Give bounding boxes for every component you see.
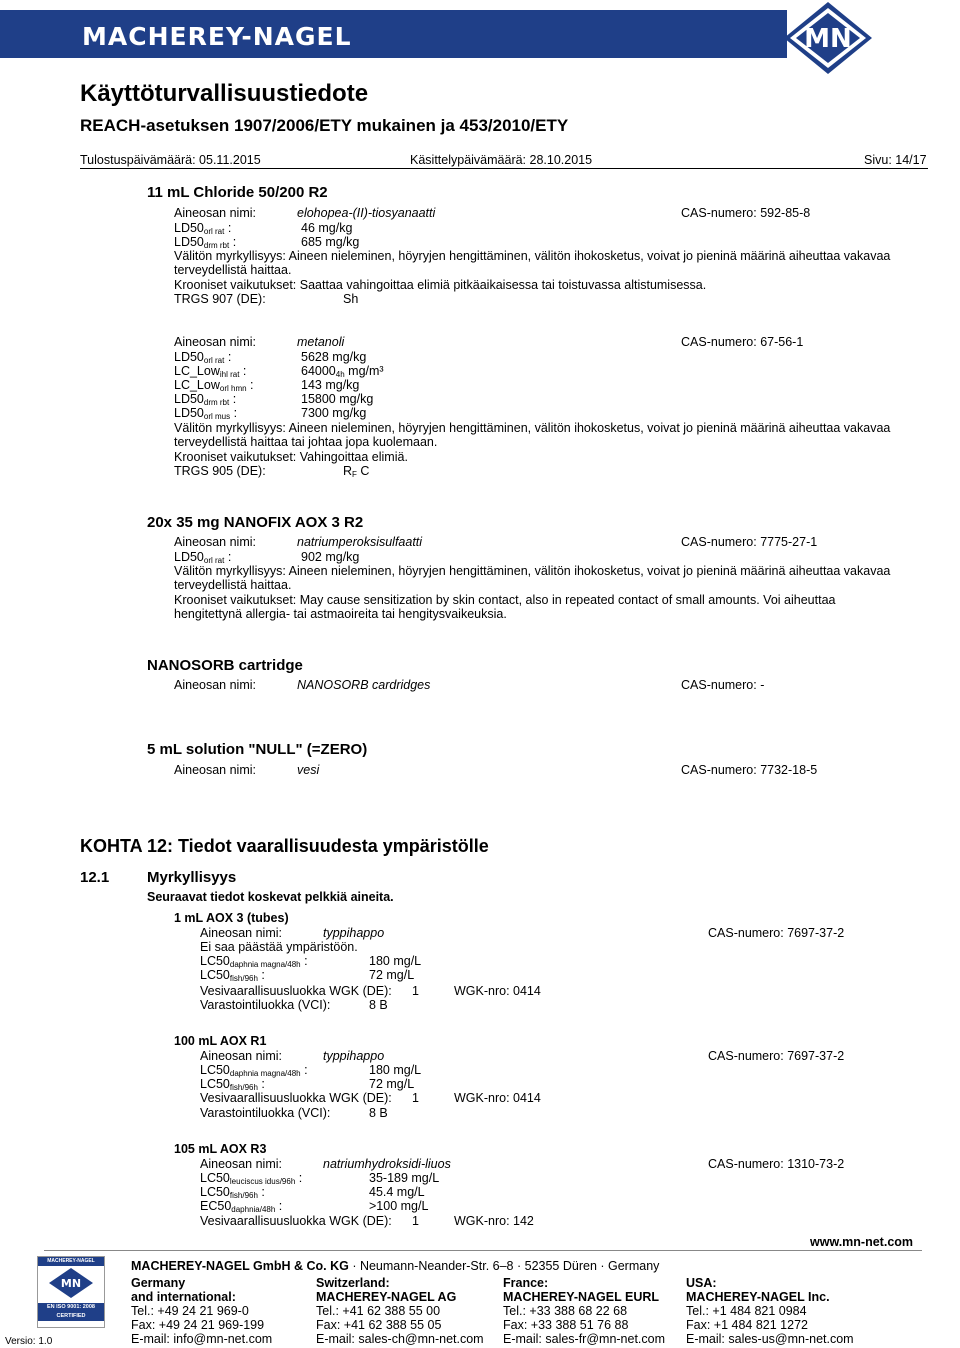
tox-value: 143 mg/kg [301,378,360,392]
tox-key: $LD50_{orl rat}$ : [174,221,232,236]
cas-number: CAS-numero: 7732-18-5 [681,763,818,777]
cas-number: CAS-numero: 7775-27-1 [681,535,818,549]
trgs-value: Sh [343,292,359,306]
processing-date: Käsittelypäivämäärä: 28.10.2015 [410,153,593,167]
tox-value: 46 mg/kg [301,221,353,235]
footer-ch-email[interactable]: E-mail: sales-ch@mn-net.com [316,1332,484,1346]
component-label: Aineosan nimi: [174,763,256,777]
component-name: natriumhydroksidi-liuos [323,1157,451,1171]
section-title: NANOSORB cartridge [147,657,303,674]
tox-value: 15800 mg/kg [301,392,374,406]
vci-label: Varastointiluokka (VCI): [200,998,331,1012]
chronic-effects-text: Krooniset vaikutukset: May cause sensitization by skin contact, also in repeated contact of small amounts. Voi aiheuttaa [174,593,836,607]
header-rule [80,168,928,169]
cas-number: CAS-numero: 67-56-1 [681,335,804,349]
logo-text: MN [804,24,852,54]
footer-us-heading: USA: [686,1276,717,1290]
eco-value: 180 mg/L [369,954,422,968]
eco-value: 180 mg/L [369,1063,422,1077]
version-label: Versio: 1.0 [5,1336,53,1347]
tox-value: 7300 mg/kg [301,406,367,420]
eco-value: 72 mg/L [369,1077,415,1091]
tox-value: 902 mg/kg [301,550,360,564]
product-title: 1 mL AOX 3 (tubes) [174,911,289,925]
chapter-heading: KOHTA 12: Tiedot vaarallisuudesta ympäristölle [80,836,489,856]
section-title: 5 mL solution "NULL" (=ZERO) [147,741,368,758]
note-text: Ei saa päästää ympäristöön. [200,940,358,954]
eco-key: $EC50_{daphnia/48h}$ : [200,1199,283,1214]
tox-key: $LD50_{drm rbt}$ : [174,392,237,407]
footer-de-fax: Fax: +49 24 21 969-199 [131,1318,265,1332]
print-date: Tulostuspäivämäärä: 05.11.2015 [80,153,261,167]
iso-certificate-badge [37,1256,105,1328]
tox-value: 685 mg/kg [301,235,360,249]
acute-toxicity-text: terveydellistä haittaa. [174,578,292,592]
tox-key: LC_Low$_{ihl rat}$ : [174,364,247,379]
website-link[interactable]: www.mn-net.com [810,1235,914,1249]
trgs-label: TRGS 905 (DE): [174,464,266,478]
document-title: Käyttöturvallisuustiedote [80,80,369,107]
footer-fr-subheading: MACHEREY-NAGEL EURL [503,1290,660,1304]
cas-number: CAS-numero: 592-85-8 [681,206,811,220]
note-text: Seuraavat tiedot koskevat pelkkiä aineita. [147,890,394,904]
wgk-value: 1 [412,1214,419,1228]
component-name: metanoli [297,335,345,349]
wgk-number: WGK-nro: 0414 [454,1091,541,1105]
eco-key: $LC50_{daphnia magna/48h}$ : [200,1063,308,1078]
tox-value: 5628 mg/kg [301,350,367,364]
eco-value: 45.4 mg/L [369,1185,425,1199]
badge-mn-text: MN [60,1277,82,1290]
wgk-label: Vesivaarallisuusluokka WGK (DE): [200,1214,392,1228]
tox-value: $64000_{4h}$ mg/m³ [301,364,384,379]
tox-key: $LD50_{orl mus}$ : [174,406,238,421]
eco-value: 72 mg/L [369,968,415,982]
component-label: Aineosan nimi: [200,1157,282,1171]
vci-value: 8 B [369,1106,388,1120]
tox-key: $LD50_{drm rbt}$ : [174,235,237,250]
mn-logo-icon [780,0,876,76]
eco-key: $LC50_{fish/96h}$ : [200,968,265,983]
footer-us-subheading: MACHEREY-NAGEL Inc. [686,1290,830,1304]
eco-value: 35-189 mg/L [369,1171,440,1185]
page-number: Sivu: 14/17 [864,153,927,167]
vci-label: Varastointiluokka (VCI): [200,1106,331,1120]
footer-ch-fax: Fax: +41 62 388 55 05 [316,1318,442,1332]
badge-iso-text: EN ISO 9001: 2008 [46,1304,95,1310]
footer-ch-subheading: MACHEREY-NAGEL AG [316,1290,457,1304]
component-name: NANOSORB cardridges [297,678,431,692]
component-label: Aineosan nimi: [174,335,256,349]
component-name: typpihappo [323,1049,385,1063]
chronic-effects-text: Krooniset vaikutukset: Vahingoittaa elimiä. [174,450,408,464]
cas-number: CAS-numero: 1310-73-2 [708,1157,845,1171]
tox-key: $LD50_{orl rat}$ : [174,350,232,365]
wgk-value: 1 [412,984,419,998]
component-name: natriumperoksisulfaatti [297,535,423,549]
vci-value: 8 B [369,998,388,1012]
eco-key: $LC50_{leuciscus idus/96h}$ : [200,1171,303,1186]
brand-name: MACHEREY-NAGEL [82,22,352,51]
acute-toxicity-text: Välitön myrkyllisyys: Aineen nieleminen, höyryjen hengittäminen, välitön ihokosketus, voivat jo pieninä määrinä aiheuttaa vakavaa [174,249,891,263]
acute-toxicity-text: terveydellistä haittaa tai johtaa jopa kuolemaan. [174,435,438,449]
cas-number: CAS-numero: 7697-37-2 [708,926,845,940]
footer-de-email[interactable]: E-mail: info@mn-net.com [131,1332,273,1346]
cas-number: CAS-numero: - [681,678,765,692]
component-label: Aineosan nimi: [174,535,256,549]
footer-ch-heading: Switzerland: [316,1276,390,1290]
component-label: Aineosan nimi: [200,926,282,940]
footer-us-tel: Tel.: +1 484 821 0984 [686,1304,807,1318]
wgk-label: Vesivaarallisuusluokka WGK (DE): [200,984,392,998]
acute-toxicity-text: terveydellistä haittaa. [174,263,292,277]
footer-fr-fax: Fax: +33 388 51 76 88 [503,1318,629,1332]
badge-cert-text: CERTIFIED [56,1313,86,1319]
component-name: elohopea-(II)-tiosyanaatti [297,206,436,220]
footer-ch-tel: Tel.: +41 62 388 55 00 [316,1304,441,1318]
badge-title: MACHEREY-NAGEL [38,1257,104,1266]
eco-key: $LC50_{fish/96h}$ : [200,1185,265,1200]
chronic-effects-text: Krooniset vaikutukset: Saattaa vahingoittaa elimiä pitkäaikaisessa tai toistuvassa altistumisessa. [174,278,707,292]
footer-fr-tel: Tel.: +33 388 68 22 68 [503,1304,628,1318]
footer-de-heading: Germany [131,1276,186,1290]
subsection-title: Myrkyllisyys [147,869,237,886]
component-name: vesi [297,763,320,777]
component-label: Aineosan nimi: [200,1049,282,1063]
component-label: Aineosan nimi: [174,678,256,692]
eco-key: $LC50_{fish/96h}$ : [200,1077,265,1092]
acute-toxicity-text: Välitön myrkyllisyys: Aineen nieleminen, höyryjen hengittäminen, välitön ihokosketus, voivat jo pieninä määrinä aiheuttaa vakavaa [174,421,891,435]
footer-fr-email[interactable]: E-mail: sales-fr@mn-net.com [503,1332,666,1346]
component-label: Aineosan nimi: [174,206,256,220]
footer-de-subheading: and international: [131,1290,236,1304]
wgk-value: 1 [412,1091,419,1105]
trgs-label: TRGS 907 (DE): [174,292,266,306]
footer-us-email[interactable]: E-mail: sales-us@mn-net.com [686,1332,854,1346]
acute-toxicity-text: Välitön myrkyllisyys: Aineen nieleminen, höyryjen hengittäminen, välitön ihokosketus, voivat jo pieninä määrinä aiheuttaa vakavaa [174,564,891,578]
footer-fr-heading: France: [503,1276,549,1290]
tox-key: LC_Low$_{orl hmn}$ : [174,378,254,393]
cas-number: CAS-numero: 7697-37-2 [708,1049,845,1063]
wgk-number: WGK-nro: 0414 [454,984,541,998]
wgk-label: Vesivaarallisuusluokka WGK (DE): [200,1091,392,1105]
eco-key: $LC50_{daphnia magna/48h}$ : [200,954,308,969]
footer-us-fax: Fax: +1 484 821 1272 [686,1318,808,1332]
chronic-effects-text: hengitettynä allergia- tai astmaoireita tai hengitysvaikeuksia. [174,607,507,621]
footer-rule [44,1250,922,1251]
subsection-number: 12.1 [80,869,110,886]
trgs-value: $R_F$ C [343,464,370,479]
footer-de-tel: Tel.: +49 24 21 969-0 [131,1304,249,1318]
component-name: typpihappo [323,926,385,940]
section-title: 20x 35 mg NANOFIX AOX 3 R2 [147,514,364,531]
tox-key: $LD50_{orl rat}$ : [174,550,232,565]
mn-badge-icon [38,1266,104,1300]
company-line: MACHEREY-NAGEL GmbH & Co. KG · Neumann-Neander-Str. 6–8 · 52355 Düren · Germany [131,1259,660,1273]
product-title: 100 mL AOX R1 [174,1034,267,1048]
section-title: 11 mL Chloride 50/200 R2 [147,184,328,201]
document-subtitle: REACH-asetuksen 1907/2006/ETY mukainen ja 453/2010/ETY [80,116,569,135]
wgk-number: WGK-nro: 142 [454,1214,534,1228]
eco-value: >100 mg/L [369,1199,429,1213]
product-title: 105 mL AOX R3 [174,1142,267,1156]
